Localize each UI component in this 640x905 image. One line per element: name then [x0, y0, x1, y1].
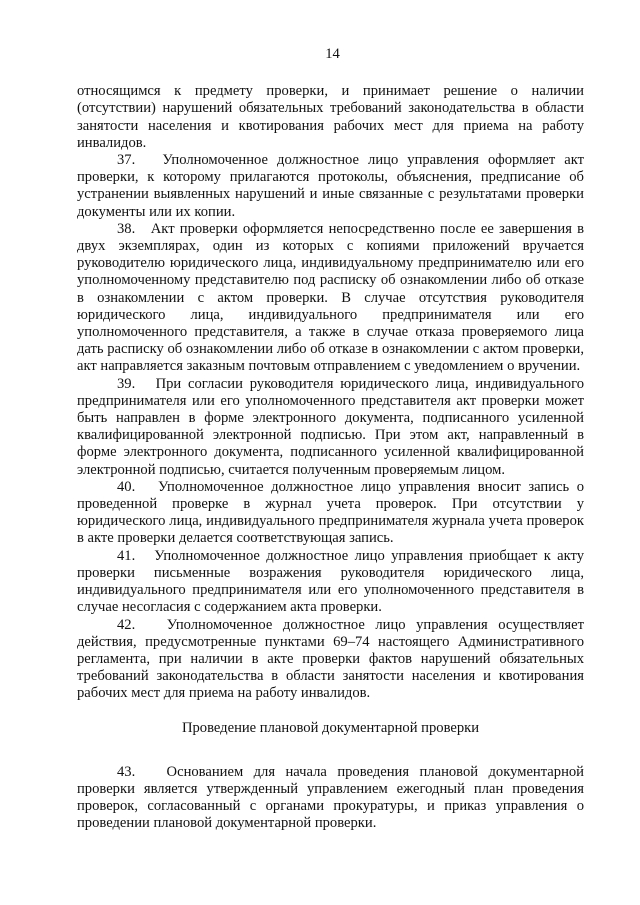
- paragraph-43: 43. Основанием для начала проведения плановой документарной проверки является утвержденный управлением ежегодный план проведения проверок, согласованный с органами прокуратуры, и приказ управления о проведении плановой документарной проверки.: [77, 763, 584, 832]
- paragraph-continuation: относящимся к предмету проверки, и принимает решение о наличии (отсутствии) нарушений обязательных требований законодательства в области занятости населения и квотирования рабочих мест для приема на работу инвалидов.: [77, 83, 584, 151]
- section-heading: Проведение плановой документарной проверки: [181, 719, 480, 736]
- paragraph-41: 41. Уполномоченное должностное лицо управления приобщает к акту проверки письменные возражения руководителя юридического лица, индивидуального предпринимателя или его уполномоченного представителя в случае несогласия с содержанием акта проверки.: [77, 547, 584, 616]
- paragraph-37: 37. Уполномоченное должностное лицо управления оформляет акт проверки, к которому прилагаются протоколы, объяснения, предписание об устранении выявленных нарушений и иные связанные с результатами проверки документы или их копии.: [77, 152, 584, 220]
- paragraph-39: 39. При согласии руководителя юридического лица, индивидуального предпринимателя или его уполномоченного представителя акт проверки может быть направлен в форме электронного документа, подписанного усиленной квалифицированной электронной подписью. При этом акт, направленный в форме электронного документа, подписанного усиленной квалифицированной электронной подписью, считается полученным проверяемым лицом.: [77, 375, 584, 478]
- paragraph-38: 38. Акт проверки оформляется непосредственно после ее завершения в двух экземплярах, один из которых с копиями приложений вручается руководителю юридического лица, индивидуальному предпринимателю или его уполномоченному представителю под расписку об ознакомлении либо об отказе в ознакомлении с актом проверки. В случае отсутствия руководителя юридического лица, индивидуального предпринимателя или его уполномоченного представителя, а также в случае отказа проверяемого лица дать расписку об ознакомлении либо об отказе в ознакомлении с актом проверки, акт направляется заказным почтовым отправлением с уведомлением о вручении.: [77, 220, 584, 375]
- page-number: 14: [325, 46, 340, 62]
- paragraph-40: 40. Уполномоченное должностное лицо управления вносит запись о проведенной проверке в журнал учета проверок. При отсутствии у юридического лица, индивидуального предпринимателя журнала учета проверок в акте проверки делается соответствующая запись.: [77, 478, 584, 547]
- paragraph-42: 42. Уполномоченное должностное лицо управления осуществляет действия, предусмотренные пунктами 69–74 настоящего Административного регламента, при наличии в акте проверки фактов нарушений обязательных требований законодательства в области занятости населения и квотирования рабочих мест для приема на работу инвалидов.: [77, 616, 584, 702]
